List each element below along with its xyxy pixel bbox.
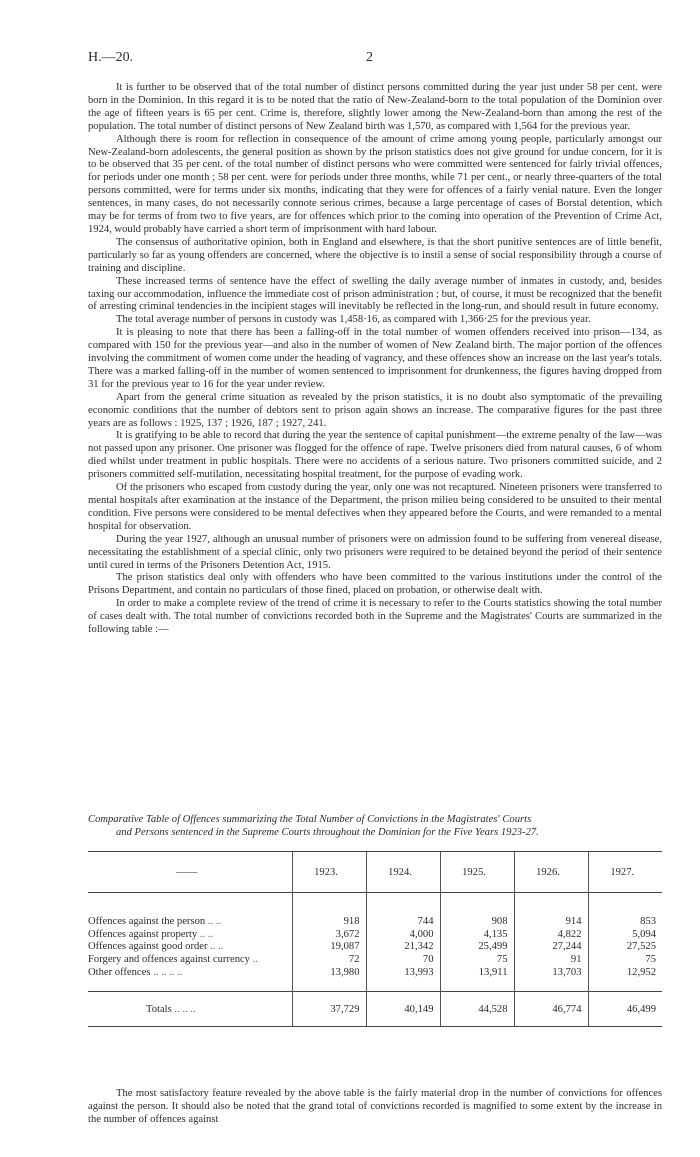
table-cell: 13,703 xyxy=(514,966,588,979)
paragraph: Of the prisoners who escaped from custody during the year, only one was not recaptured. Nineteen prisoners were transferred to mental hospitals after examination at the instance of the Department, the prison milieu being considered to be unsuited to their mental condition. Five persons were considered to be mental defectives when they appeared before the Courts, and were remanded to a mental hospital for observation. xyxy=(88,482,662,532)
paragraph: During the year 1927, although an unusual number of prisoners were on admission found to be suffering from venereal disease, necessitating the establishment of a special clinic, only two prisoners were required to be detained beyond the period of their sentence until cured in terms of the Prisoners Detention Act, 1915. xyxy=(88,533,662,571)
table-cell: 853 xyxy=(588,915,662,928)
paragraph: The total average number of persons in custody was 1,458·16, as compared with 1,366·25 for the previous year. xyxy=(116,314,591,326)
paragraph: The consensus of authoritative opinion, both in England and elsewhere, is that the short punitive sentences are of little benefit, particularly so far as young offenders are concerned, where the objective is to instil a sense of social responsibility through a course of training and discipline. xyxy=(88,236,662,274)
leader-dots: .. .. xyxy=(207,915,222,927)
paragraph: The prison statistics deal only with offenders who have been committed to the various institutions under the control of the Prisons Department, and contain no particulars of those fined, placed on probation, or otherwise dealt with. xyxy=(88,572,662,597)
year-header: 1923. xyxy=(292,852,366,893)
row-label: Offences against good order .. .. xyxy=(88,941,224,953)
table-cell: 25,499 xyxy=(440,940,514,953)
document-reference: H.—20. xyxy=(88,50,134,65)
body-text xyxy=(88,82,662,637)
table-header-row xyxy=(88,852,662,893)
row-label: Offences against property .. .. xyxy=(88,928,214,940)
leader-dots: .. xyxy=(252,953,258,965)
table-cell: 13,993 xyxy=(366,966,440,979)
paragraph: It is gratifying to be able to record that during the year the sentence of capital punishment—the extreme penalty of the law—was not passed upon any prisoner. One prisoner was flogged for the offence of rape. Twelve prisoners died from natural causes, 6 of whom died whilst under treatment in public hospitals. There were no accidents of a serious nature. Two prisoners committed suicide, and 2 prisoners committed self-mutilation, necessitating hospital treatment, for the purpose of evading work. xyxy=(88,430,662,481)
table-cell: 4,000 xyxy=(366,928,440,941)
table-cell: 21,342 xyxy=(366,940,440,953)
year-header: 1924. xyxy=(366,852,440,893)
table-cell: 13,911 xyxy=(440,966,514,979)
table-cell: 19,087 xyxy=(292,940,366,953)
table-row xyxy=(88,966,662,979)
table-cell: 70 xyxy=(366,953,440,966)
closing-text xyxy=(88,1087,662,1126)
table-cell: 13,980 xyxy=(292,966,366,979)
total-cell: 44,528 xyxy=(440,992,514,1027)
total-cell: 46,499 xyxy=(588,992,662,1027)
table-cell: 908 xyxy=(440,915,514,928)
leader-dots: .. .. .. .. xyxy=(153,966,183,978)
table-cell: 27,244 xyxy=(514,940,588,953)
table-cell: 75 xyxy=(588,953,662,966)
row-label: Offences against the person .. .. xyxy=(88,915,222,927)
table-cell: 5,094 xyxy=(588,928,662,941)
table-totals-row xyxy=(88,992,662,1027)
paragraph: Apart from the general crime situation as revealed by the prison statistics, it is no doubt also symptomatic of the prevailing economic conditions that the number of debtors sent to prison again shows an increase. The comparative figures for the past three years are as follows : 1925, 137 ; 1926, 187 ; 1927, 241. xyxy=(88,391,662,429)
total-cell: 40,149 xyxy=(366,992,440,1027)
leader-dots: .. .. xyxy=(199,928,214,940)
total-cell: 37,729 xyxy=(292,992,366,1027)
year-header: 1925. xyxy=(440,852,514,893)
table-caption-line: Comparative Table of Offences summarizing the Total Number of Convictions in the Magistrates' Courts xyxy=(88,814,532,825)
paragraph: Although there is room for reflection in consequence of the amount of crime among young people, particularly amongst our New-Zealand-born adolescents, the general position as shown by the prison statistics does not give ground for undue concern, for it is to be observed that 35 per cent. of the total number of distinct persons who were committed were sentenced for fairly trivial offences, for periods under one month ; 58 per cent. were for periods under three months, while 71 per cent., or nearly three-quarters of the total persons committed, were for terms under six months, indicating that they were for offences of a fairly venial nature. Even the longer sentences, in many cases, do not necessarily connote serious crimes, because a large percentage of cases of Borstal detention, which may be for terms of from two to five years, are for offences which prior to the coming into operation of the Prevention of Crime Act, 1924, would probably have carried a short term of imprisonment with hard labour. xyxy=(88,133,662,235)
paragraph: It is further to be observed that of the total number of distinct persons committed during the year just under 58 per cent. were born in the Dominion. In this regard it is to be noted that the ratio of New-Zealand-born to the total population of the Dominion over the age of fifteen years is 65 per cent. Crime is, therefore, slightly lower among the New-Zealand-born than among the rest of the population. The total number of distinct persons of New Zealand birth was 1,570, as compared with 1,564 for the previous year. xyxy=(88,82,662,132)
table-cell: 4,135 xyxy=(440,928,514,941)
table-cell: 75 xyxy=(440,953,514,966)
table-spacer-row xyxy=(88,893,662,916)
table-row xyxy=(88,940,662,953)
leader-dots: .. .. .. xyxy=(174,1003,196,1015)
year-header: 1926. xyxy=(514,852,588,893)
row-label: Forgery and offences against currency .. xyxy=(88,953,258,965)
table-spacer-row xyxy=(88,978,662,991)
total-cell: 46,774 xyxy=(514,992,588,1027)
table-cell: 744 xyxy=(366,915,440,928)
page-number: 2 xyxy=(366,50,373,65)
year-header: 1927. xyxy=(588,852,662,893)
convictions-table xyxy=(88,851,662,1027)
leader-dots: .. .. xyxy=(210,941,224,953)
table-cell: 27,525 xyxy=(588,940,662,953)
table-row xyxy=(88,928,662,941)
totals-label: Totals .. .. .. xyxy=(88,992,292,1027)
table-corner-cell: —— xyxy=(88,852,292,893)
table-cell: 72 xyxy=(292,953,366,966)
paragraph: These increased terms of sentence have the effect of swelling the daily average number of inmates in custody, and, besides taxing our accommodation, influence the immediate cost of prison administration ; but, of course, it must be recognized that the benefit of arresting criminal tendencies in the incipient stages will inevitably be reflected in the long-run, and should result in future economy. xyxy=(88,275,662,313)
paragraph: It is pleasing to note that there has been a falling-off in the total number of women offenders received into prison—134, as compared with 150 for the previous year—and also in the number of women of New Zealand birth. The major portion of the offences involving the commitment of women come under the heading of vagrancy, and these offences show an increase on the last year's totals. There was a marked falling-off in the number of women sentenced to imprisonment for drunkenness, the figures having dropped from 31 for the previous year to 16 for the year under review. xyxy=(88,327,662,390)
paragraph: The most satisfactory feature revealed by the above table is the fairly material drop in the number of convictions for offences against the person. It should also be noted that the grand total of convictions recorded is magnified to some extent by the increase in the number of offences against xyxy=(88,1088,662,1125)
table-cell: 4,822 xyxy=(514,928,588,941)
table-row xyxy=(88,953,662,966)
row-label: Other offences .. .. .. .. xyxy=(88,966,183,978)
table-cell: 3,672 xyxy=(292,928,366,941)
table-caption xyxy=(88,813,662,839)
table-cell: 918 xyxy=(292,915,366,928)
table-cell: 914 xyxy=(514,915,588,928)
page-header xyxy=(88,50,662,70)
table-cell: 91 xyxy=(514,953,588,966)
table-cell: 12,952 xyxy=(588,966,662,979)
table-caption-line: and Persons sentenced in the Supreme Courts throughout the Dominion for the Five Years 1923-27. xyxy=(116,827,539,838)
table-row xyxy=(88,915,662,928)
paragraph: In order to make a complete review of the trend of crime it is necessary to refer to the Courts statistics showing the total number of cases dealt with. The total number of convictions recorded both in the Supreme and the Magistrates' Courts are summarized in the following table :— xyxy=(88,598,662,636)
